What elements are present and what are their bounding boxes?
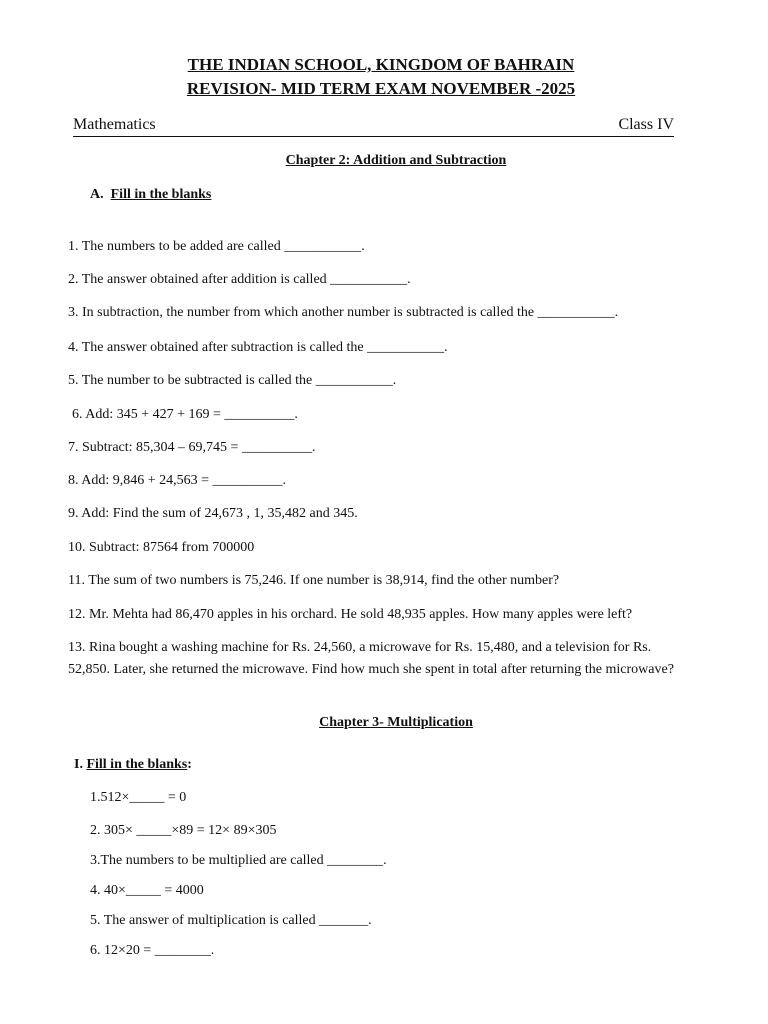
ch2-question-5: 5. The number to be subtracted is called the ___________.: [68, 373, 397, 388]
section-a-marker: A.: [90, 187, 104, 202]
chapter-3-title: Chapter 3- Multiplication: [319, 715, 473, 730]
ch2-question-3: 3. In subtraction, the number from which another number is subtracted is called the ___________.: [68, 305, 619, 320]
ch2-question-7: 7. Subtract: 85,304 – 69,745 = __________.: [68, 440, 316, 455]
school-name: THE INDIAN SCHOOL, KINGDOM OF BAHRAIN: [187, 55, 575, 74]
ch2-question-9: 9. Add: Find the sum of 24,673 , 1, 35,482 and 345.: [68, 506, 358, 521]
section-i-colon: :: [187, 757, 192, 772]
ch3-question-5: 5. The answer of multiplication is called _______.: [90, 913, 372, 928]
ch3-question-3: 3.The numbers to be multiplied are called ________.: [90, 853, 387, 868]
section-i-title: Fill in the blanks: [86, 757, 188, 772]
ch3-question-2: 2. 305× _____×89 = 12× 89×305: [90, 823, 277, 838]
ch2-question-11: 11. The sum of two numbers is 75,246. If one number is 38,914, find the other number?: [68, 573, 560, 588]
ch3-question-4: 4. 40×_____ = 4000: [90, 883, 204, 898]
ch3-question-6: 6. 12×20 = ________.: [90, 943, 215, 958]
section-a-heading: [90, 187, 211, 203]
exam-title: REVISION- MID TERM EXAM NOVEMBER -2025: [186, 79, 576, 98]
subject-label: Mathematics: [73, 116, 156, 133]
ch2-question-8: 8. Add: 9,846 + 24,563 = __________.: [68, 473, 287, 488]
class-label: Class IV: [618, 116, 674, 133]
ch2-question-6: 6. Add: 345 + 427 + 169 = __________.: [72, 407, 298, 422]
ch2-question-2: 2. The answer obtained after addition is called ___________.: [68, 272, 411, 287]
ch2-question-12: 12. Mr. Mehta had 86,470 apples in his orchard. He sold 48,935 apples. How many apples were left?: [68, 607, 633, 622]
chapter-2-title: Chapter 2: Addition and Subtraction: [285, 153, 507, 168]
ch3-question-1: 1.512×_____ = 0: [90, 790, 187, 805]
ch2-question-13: 13. Rina bought a washing machine for Rs. 24,560, a microwave for Rs. 15,480, and a television for Rs. 52,850. Later, she returned the microwave. Find how much she spent in total after returning the microwave?: [68, 640, 674, 677]
subject-row: [73, 116, 674, 137]
section-i-marker: I.: [74, 757, 83, 772]
ch2-question-1: 1. The numbers to be added are called ___________.: [68, 239, 365, 254]
section-a-title: Fill in the blanks: [110, 187, 212, 202]
section-i-heading: [74, 757, 192, 773]
ch2-question-4: 4. The answer obtained after subtraction is called the ___________.: [68, 340, 448, 355]
ch2-question-10: 10. Subtract: 87564 from 700000: [68, 540, 255, 555]
